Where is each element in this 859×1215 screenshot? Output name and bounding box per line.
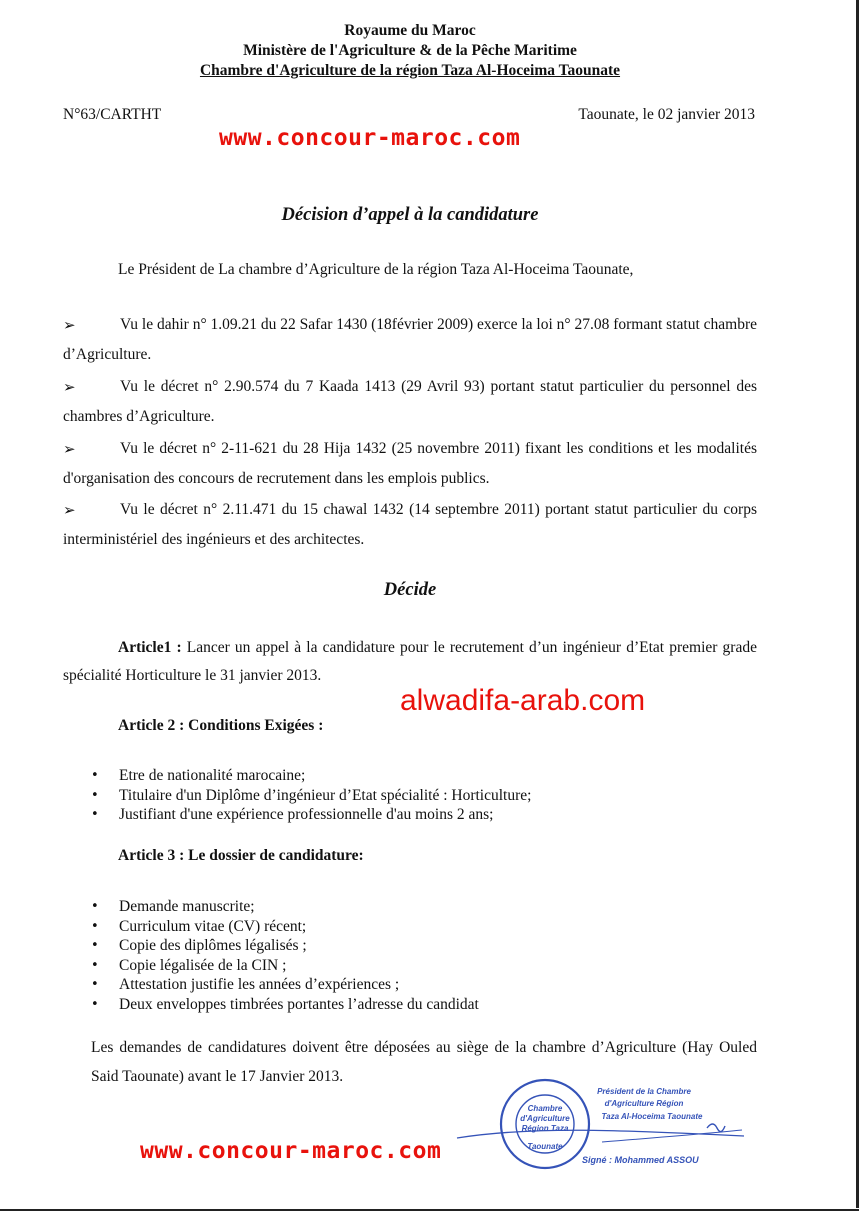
signature-block-line: Taza Al-Hoceima Taounate <box>601 1112 703 1121</box>
arrow-bullet-icon: ➢ <box>63 316 76 334</box>
watermark-top: www.concour-maroc.com <box>219 125 521 151</box>
list-item: • Copie des diplômes légalisés ; <box>91 936 479 956</box>
consideration-text: Vu le décret n° 2-11-621 du 28 Hija 1432 (25 novembre 2011) fixant les conditions et les modalités d'organisation des concours de recrutement dans les emplois publics. <box>63 440 757 487</box>
consideration-text: Vu le dahir n° 1.09.21 du 22 Safar 1430 (18février 2009) exerce la loi n° 27.08 formant statut chambre d’Agriculture. <box>63 316 757 363</box>
article-1-label: Article1 : <box>118 639 182 656</box>
consideration-text: Vu le décret n° 2.90.574 du 7 Kaada 1413 (29 Avril 93) portant statut particulier du personnel des chambres d’Agriculture. <box>63 378 757 425</box>
signature-block-line: Président de la Chambre <box>597 1087 691 1096</box>
reference-number: N°63/CARTHT <box>63 106 162 123</box>
stamp-seal-line: Taounate <box>527 1142 563 1151</box>
article-1-text: Lancer un appel à la candidature pour le recrutement d’un ingénieur d’Etat premier grade spécialité Horticulture le 31 janvier 2013. <box>63 639 757 684</box>
page-border-bottom <box>0 1209 859 1211</box>
place-date: Taounate, le 02 janvier 2013 <box>578 106 755 123</box>
letterhead-ministry: Ministère de l'Agriculture & de la Pêche Maritime <box>243 42 577 59</box>
arrow-bullet-icon: ➢ <box>63 378 76 396</box>
consideration-item <box>63 434 757 494</box>
decide-heading: Décide <box>383 580 437 600</box>
letterhead <box>0 21 820 81</box>
consideration-item <box>63 372 757 432</box>
list-item: • Etre de nationalité marocaine; <box>91 766 531 786</box>
arrow-bullet-icon: ➢ <box>63 501 76 519</box>
consideration-item <box>63 310 757 370</box>
letterhead-kingdom: Royaume du Maroc <box>344 22 476 39</box>
official-stamp-signature <box>452 1078 752 1173</box>
watermark-middle: alwadifa-arab.com <box>400 684 646 717</box>
list-item: • Titulaire d'un Diplôme d’ingénieur d’Etat spécialité : Horticulture; <box>91 786 531 806</box>
document-title: Décision d’appel à la candidature <box>281 205 539 225</box>
stamp-seal-line: d'Agriculture <box>520 1114 570 1123</box>
list-item: • Deux enveloppes timbrées portantes l’adresse du candidat <box>91 995 479 1015</box>
dossier-list <box>91 897 479 1014</box>
signed-by: Signé : Mohammed ASSOU <box>582 1155 699 1165</box>
intro-paragraph: Le Président de La chambre d’Agriculture de la région Taza Al-Hoceima Taounate, <box>118 261 634 278</box>
stamp-seal-line: Chambre <box>527 1104 563 1113</box>
article-3-heading: Article 3 : Le dossier de candidature: <box>118 847 364 864</box>
list-item: • Copie légalisée de la CIN ; <box>91 956 479 976</box>
stamp-seal-line: Région Taza <box>521 1124 569 1133</box>
list-item: • Attestation justifie les années d’expériences ; <box>91 975 479 995</box>
consideration-text: Vu le décret n° 2.11.471 du 15 chawal 1432 (14 septembre 2011) portant statut particulier du corps interministériel des ingénieurs et des architectes. <box>63 501 757 548</box>
article-1 <box>63 634 757 690</box>
list-item: • Justifiant d'une expérience professionnelle d'au moins 2 ans; <box>91 805 531 825</box>
closing-paragraph: Les demandes de candidatures doivent être déposées au siège de la chambre d’Agriculture (Hay Ouled Said Taounate) avant le 17 Janvier 2013. <box>91 1039 757 1085</box>
arrow-bullet-icon: ➢ <box>63 440 76 458</box>
stamp-seal-icon <box>452 1078 752 1173</box>
list-item: • Demande manuscrite; <box>91 897 479 917</box>
list-item: • Curriculum vitae (CV) récent; <box>91 917 479 937</box>
letterhead-chamber: Chambre d'Agriculture de la région Taza Al-Hoceima Taounate <box>199 62 621 79</box>
consideration-item <box>63 495 757 555</box>
article-2-heading: Article 2 : Conditions Exigées : <box>118 717 324 734</box>
watermark-bottom: www.concour-maroc.com <box>140 1138 442 1164</box>
signature-block-line: d'Agriculture Région <box>604 1099 684 1108</box>
conditions-list <box>91 766 531 825</box>
